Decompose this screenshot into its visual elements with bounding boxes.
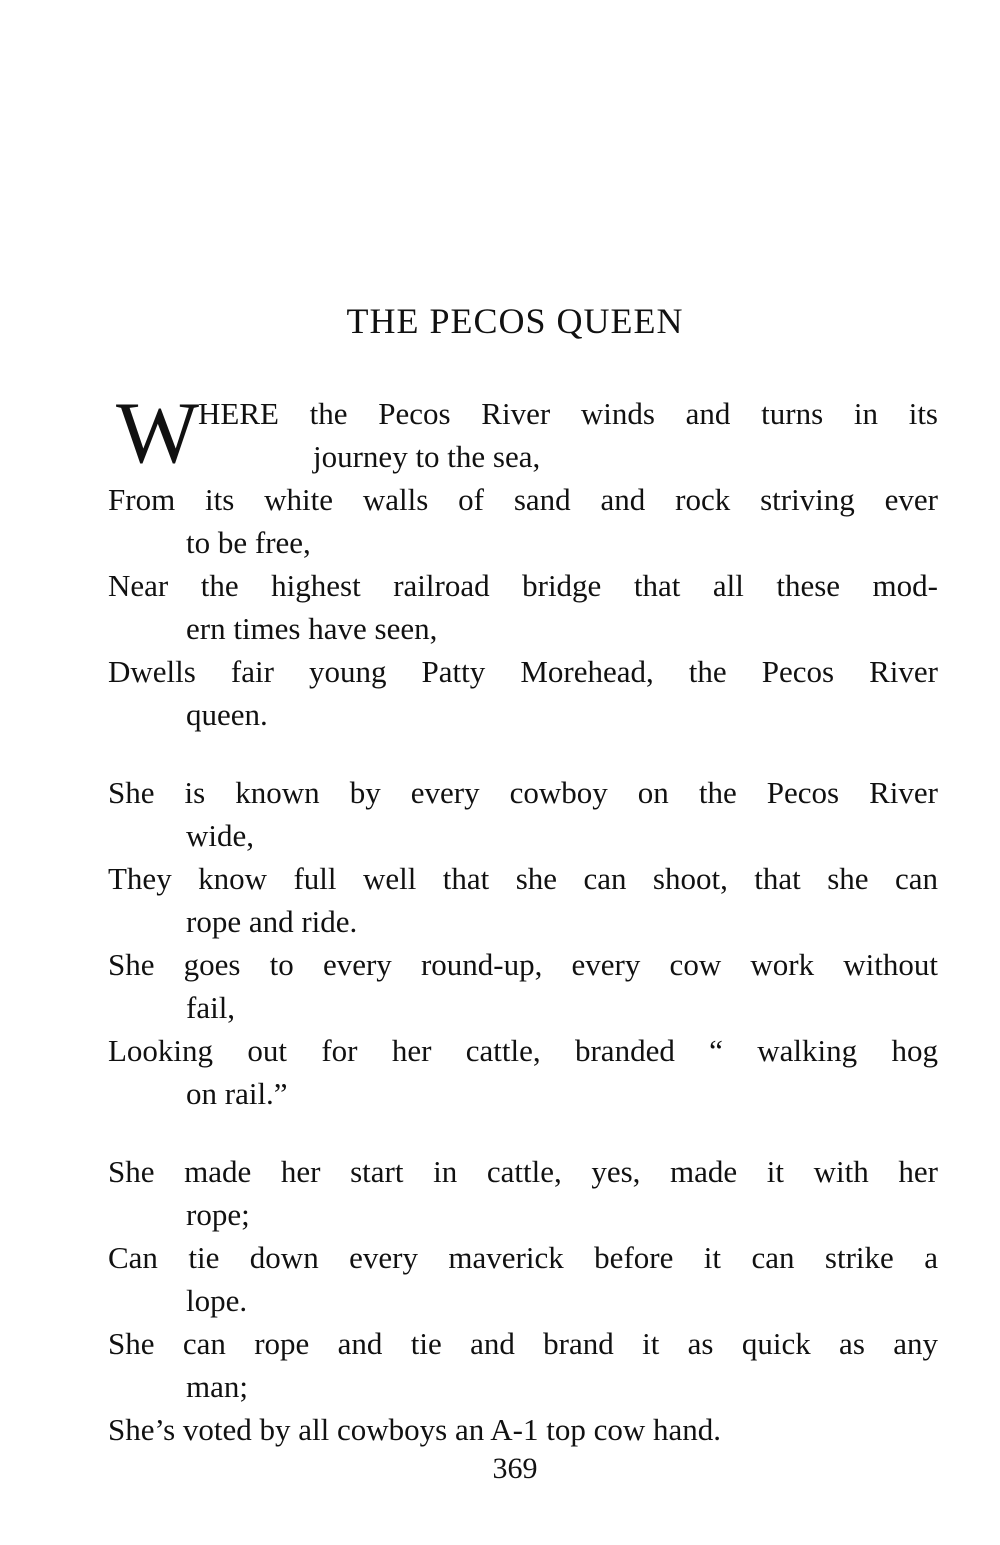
- line-continuation: queen.: [186, 697, 268, 732]
- line-continuation: lope.: [186, 1283, 248, 1318]
- poem-line: She is known by every cowboy on the Pecos River: [108, 775, 938, 810]
- line-continuation: fail,: [186, 990, 236, 1025]
- poem-title: THE PECOS QUEEN: [346, 301, 684, 341]
- line-continuation: rope and ride.: [186, 904, 358, 939]
- drop-cap: W: [116, 385, 200, 482]
- poem-line: From its white walls of sand and rock striving ever: [108, 482, 938, 517]
- stanza-3: [108, 1150, 938, 1451]
- poem-line: They know full well that she can shoot, that she can: [108, 861, 938, 896]
- poem-line: Can tie down every maverick before it can strike a: [108, 1240, 938, 1275]
- poem-line: Looking out for her cattle, branded “ walking hog: [108, 1033, 938, 1068]
- poem-line: Dwells fair young Patty Morehead, the Pecos River: [108, 654, 938, 689]
- poem-line: She made her start in cattle, yes, made it with her: [108, 1154, 938, 1189]
- line-continuation: journey to the sea,: [313, 439, 541, 474]
- line-text: HERE the Pecos River winds and turns in its: [198, 396, 938, 431]
- line-continuation: on rail.”: [186, 1076, 288, 1111]
- line-continuation: wide,: [186, 818, 255, 853]
- line-continuation: ern times have seen,: [186, 611, 438, 646]
- poem-line: She goes to every round-up, every cow work without: [108, 947, 938, 982]
- poem-body: [108, 385, 938, 1486]
- line-continuation: rope;: [186, 1197, 250, 1232]
- line-continuation: to be free,: [186, 525, 311, 560]
- poem-line: She’s voted by all cowboys an A-1 top cow hand.: [108, 1412, 722, 1447]
- poem-line: Near the highest railroad bridge that all these mod-: [108, 568, 938, 603]
- poem-line: She can rope and tie and brand it as quick as any: [108, 1326, 938, 1361]
- stanza-1: [108, 385, 938, 736]
- stanza-2: [108, 771, 938, 1115]
- line-continuation: man;: [186, 1369, 248, 1404]
- page-number: 369: [492, 1452, 538, 1485]
